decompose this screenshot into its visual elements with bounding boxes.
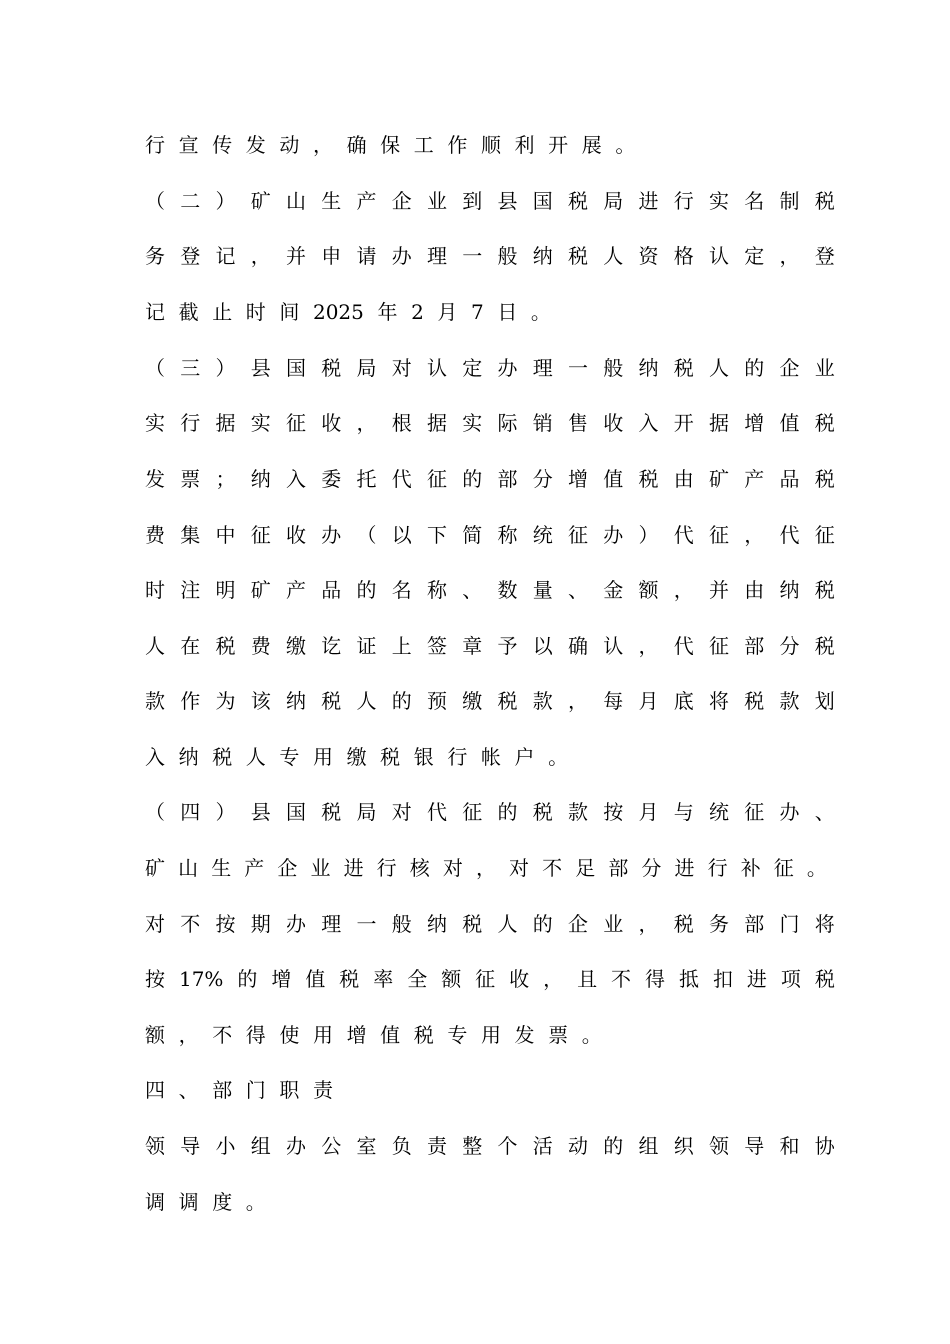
text-line: 费 集 中 征 收 办 （ 以 下 简 称 统 征 办 ） 代 征 ， 代 征	[145, 523, 835, 547]
text-line: （ 二 ） 矿 山 生 产 企 业 到 县 国 税 局 进 行 实 名 制 税	[145, 189, 835, 213]
text-line: 按 17% 的 增 值 税 率 全 额 征 收 ， 且 不 得 抵 扣 进 项 税	[145, 967, 835, 991]
text-line: （ 四 ） 县 国 税 局 对 代 征 的 税 款 按 月 与 统 征 办 、	[145, 800, 835, 824]
text-line: 额 ， 不 得 使 用 增 值 税 专 用 发 票 。	[145, 1023, 602, 1047]
text-line: 领 导 小 组 办 公 室 负 责 整 个 活 动 的 组 织 领 导 和 协	[145, 1134, 835, 1158]
text-line: 对 不 按 期 办 理 一 般 纳 税 人 的 企 业 ， 税 务 部 门 将	[145, 912, 835, 936]
text-line: 人 在 税 费 缴 讫 证 上 签 章 予 以 确 认 ， 代 征 部 分 税	[145, 634, 835, 658]
text-line: 调 调 度 。	[145, 1190, 266, 1214]
text-line: 实 行 据 实 征 收 ， 根 据 实 际 销 售 收 入 开 据 增 值 税	[145, 411, 835, 435]
text-line: 时 注 明 矿 产 品 的 名 称 、 数 量 、 金 额 ， 并 由 纳 税	[145, 578, 835, 602]
text-line: 务 登 记 ， 并 申 请 办 理 一 般 纳 税 人 资 格 认 定 ， 登	[145, 244, 835, 268]
text-line: 矿 山 生 产 企 业 进 行 核 对 ， 对 不 足 部 分 进 行 补 征 。	[145, 856, 827, 880]
text-line: 入 纳 税 人 专 用 缴 税 银 行 帐 户 。	[145, 745, 569, 769]
text-line: 款 作 为 该 纳 税 人 的 预 缴 税 款 ， 每 月 底 将 税 款 划	[145, 689, 835, 713]
text-line: 发 票 ； 纳 入 委 托 代 征 的 部 分 增 值 税 由 矿 产 品 税	[145, 467, 835, 491]
text-line: 行 宣 传 发 动 ， 确 保 工 作 顺 利 开 展 。	[145, 133, 636, 157]
section-heading: 四 、 部 门 职 责	[145, 1078, 333, 1102]
text-line: 记 截 止 时 间 2025 年 2 月 7 日 。	[145, 300, 551, 324]
text-line: （ 三 ） 县 国 税 局 对 认 定 办 理 一 般 纳 税 人 的 企 业	[145, 356, 835, 380]
